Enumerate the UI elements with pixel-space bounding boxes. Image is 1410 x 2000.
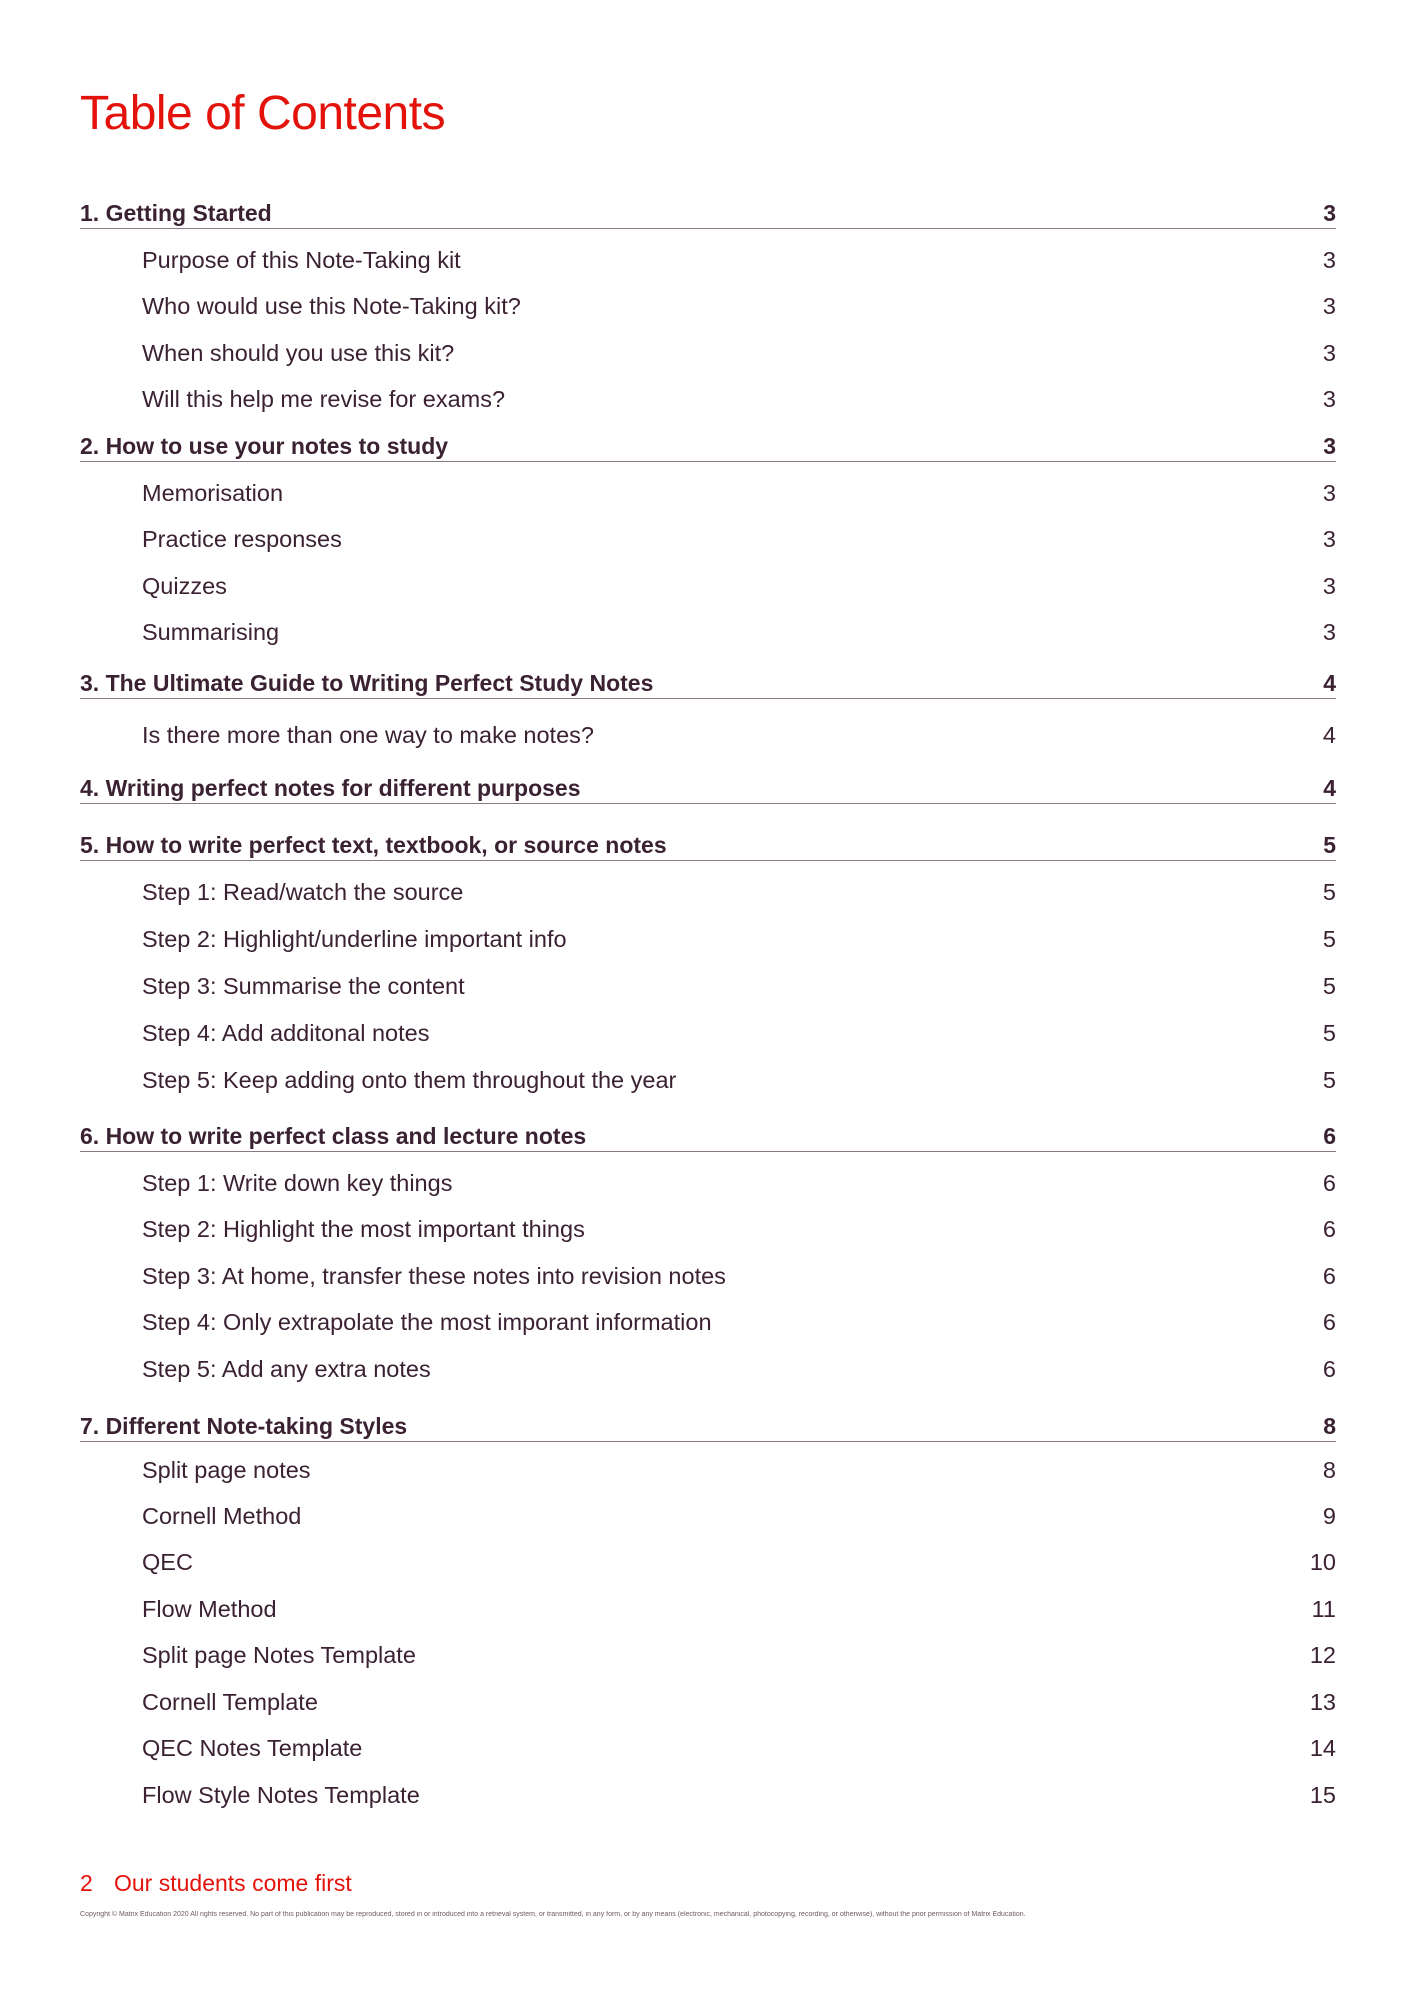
toc-entry-page-number: 5: [1322, 973, 1336, 999]
toc-subsection-entry[interactable]: [80, 1503, 1336, 1537]
toc-entry-page-number: 3: [1322, 340, 1336, 366]
toc-subsection-entry[interactable]: [80, 480, 1336, 514]
toc-entry-page-number: 6: [1322, 1216, 1336, 1242]
toc-entry-page-number: 3: [1322, 247, 1336, 273]
section-underline: [80, 1441, 1336, 1442]
toc-entry-page-number: 5: [1322, 1020, 1336, 1046]
toc-entry-title: Cornell Method: [142, 1503, 302, 1529]
page-title: Table of Contents: [80, 87, 446, 140]
toc-entry-page-number: 3: [1322, 293, 1336, 319]
toc-entry-title: Will this help me revise for exams?: [142, 386, 506, 412]
toc-subsection-entry[interactable]: [80, 1642, 1336, 1676]
toc-subsection-entry[interactable]: [80, 1309, 1336, 1343]
toc-section-entry[interactable]: [80, 1413, 1336, 1447]
toc-entry-title: Cornell Template: [142, 1689, 318, 1715]
toc-entry-title: Split page notes: [142, 1457, 311, 1483]
toc-subsection-entry[interactable]: [80, 1170, 1336, 1204]
toc-subsection-entry[interactable]: [80, 926, 1336, 960]
toc-section-entry[interactable]: [80, 1123, 1336, 1157]
section-underline: [80, 228, 1336, 229]
toc-entry-title: 3. The Ultimate Guide to Writing Perfect Study Notes: [80, 670, 654, 696]
toc-entry-title: Quizzes: [142, 573, 227, 599]
toc-entry-title: Summarising: [142, 619, 280, 645]
toc-entry-title: Flow Style Notes Template: [142, 1782, 420, 1808]
toc-subsection-entry[interactable]: [80, 879, 1336, 913]
toc-subsection-entry[interactable]: [80, 573, 1336, 607]
section-underline: [80, 860, 1336, 861]
toc-entry-page-number: 13: [1309, 1689, 1336, 1715]
toc-entry-page-number: 5: [1322, 926, 1336, 952]
toc-section-entry[interactable]: [80, 433, 1336, 467]
toc-entry-page-number: 6: [1323, 1123, 1336, 1149]
footer-tagline: Our students come first: [114, 1870, 352, 1896]
toc-subsection-entry[interactable]: [80, 526, 1336, 560]
toc-entry-title: Step 3: Summarise the content: [142, 973, 465, 999]
toc-entry-title: QEC: [142, 1549, 193, 1575]
toc-section-entry[interactable]: [80, 200, 1336, 234]
toc-entry-page-number: 8: [1322, 1457, 1336, 1483]
toc-subsection-entry[interactable]: [80, 1549, 1336, 1583]
toc-entry-page-number: 6: [1322, 1309, 1336, 1335]
toc-entry-title: Step 4: Add additonal notes: [142, 1020, 430, 1046]
toc-entry-page-number: 11: [1311, 1596, 1336, 1622]
toc-section-entry[interactable]: [80, 832, 1336, 866]
toc-entry-page-number: 5: [1322, 1067, 1336, 1093]
toc-subsection-entry[interactable]: [80, 973, 1336, 1007]
toc-entry-page-number: 5: [1322, 879, 1336, 905]
toc-entry-title: Step 3: At home, transfer these notes into revision notes: [142, 1263, 726, 1289]
section-underline: [80, 461, 1336, 462]
toc-entry-title: Step 2: Highlight/underline important info: [142, 926, 567, 952]
toc-entry-page-number: 3: [1322, 619, 1336, 645]
toc-subsection-entry[interactable]: [80, 1263, 1336, 1297]
toc-entry-title: 4. Writing perfect notes for different purposes: [80, 775, 581, 801]
toc-entry-title: Memorisation: [142, 480, 284, 506]
toc-entry-page-number: 4: [1323, 670, 1336, 696]
toc-section-entry[interactable]: [80, 670, 1336, 704]
toc-entry-title: 1. Getting Started: [80, 200, 272, 226]
toc-subsection-entry[interactable]: [80, 386, 1336, 420]
toc-entry-page-number: 4: [1323, 775, 1336, 801]
toc-entry-page-number: 5: [1323, 832, 1336, 858]
toc-subsection-entry[interactable]: [80, 340, 1336, 374]
toc-entry-title: 7. Different Note-taking Styles: [80, 1413, 408, 1439]
toc-entry-page-number: 4: [1322, 722, 1336, 748]
toc-entry-title: Step 2: Highlight the most important things: [142, 1216, 585, 1242]
toc-subsection-entry[interactable]: [80, 1735, 1336, 1769]
toc-entry-page-number: 3: [1322, 480, 1336, 506]
toc-entry-title: Step 5: Keep adding onto them throughout the year: [142, 1067, 677, 1093]
toc-entry-title: Purpose of this Note-Taking kit: [142, 247, 461, 273]
toc-entry-page-number: 3: [1322, 386, 1336, 412]
toc-entry-title: 6. How to write perfect class and lecture notes: [80, 1123, 587, 1149]
toc-entry-title: Is there more than one way to make notes?: [142, 722, 594, 748]
toc-entry-title: Step 5: Add any extra notes: [142, 1356, 431, 1382]
toc-subsection-entry[interactable]: [80, 1457, 1336, 1491]
toc-subsection-entry[interactable]: [80, 619, 1336, 653]
toc-entry-title: Practice responses: [142, 526, 342, 552]
toc-entry-title: When should you use this kit?: [142, 340, 455, 366]
toc-section-entry[interactable]: [80, 775, 1336, 809]
section-underline: [80, 1151, 1336, 1152]
section-underline: [80, 803, 1336, 804]
toc-entry-title: 2. How to use your notes to study: [80, 433, 449, 459]
toc-entry-page-number: 3: [1322, 573, 1336, 599]
toc-entry-page-number: 6: [1322, 1356, 1336, 1382]
toc-entry-title: QEC Notes Template: [142, 1735, 363, 1761]
toc-entry-page-number: 12: [1309, 1642, 1336, 1668]
toc-entry-page-number: 6: [1322, 1263, 1336, 1289]
toc-entry-page-number: 3: [1322, 526, 1336, 552]
toc-subsection-entry[interactable]: [80, 1020, 1336, 1054]
footer-page-number: 2: [80, 1870, 93, 1896]
section-underline: [80, 698, 1336, 699]
toc-entry-title: Split page Notes Template: [142, 1642, 416, 1668]
toc-subsection-entry[interactable]: [80, 1356, 1336, 1390]
toc-subsection-entry[interactable]: [80, 1216, 1336, 1250]
toc-entry-page-number: 8: [1323, 1413, 1336, 1439]
toc-entry-title: Step 4: Only extrapolate the most imporant information: [142, 1309, 712, 1335]
toc-entry-page-number: 14: [1309, 1735, 1336, 1761]
toc-entry-page-number: 15: [1309, 1782, 1336, 1808]
toc-entry-page-number: 3: [1323, 433, 1336, 459]
toc-entry-title: Step 1: Write down key things: [142, 1170, 453, 1196]
toc-entry-page-number: 6: [1322, 1170, 1336, 1196]
toc-entry-title: Step 1: Read/watch the source: [142, 879, 464, 905]
toc-subsection-entry[interactable]: [80, 1689, 1336, 1723]
toc-subsection-entry[interactable]: [80, 247, 1336, 281]
toc-subsection-entry[interactable]: [80, 293, 1336, 327]
toc-entry-page-number: 3: [1323, 200, 1336, 226]
toc-entry-title: 5. How to write perfect text, textbook, or source notes: [80, 832, 667, 858]
toc-subsection-entry[interactable]: [80, 722, 1336, 756]
toc-entry-title: Who would use this Note-Taking kit?: [142, 293, 521, 319]
toc-subsection-entry[interactable]: [80, 1596, 1336, 1630]
toc-subsection-entry[interactable]: [80, 1067, 1336, 1101]
toc-subsection-entry[interactable]: [80, 1782, 1336, 1816]
copyright-notice: Copyright © Matrix Education 2020 All rights reserved. No part of this publication may be reproduced, stored in or introduced into a retrieval system, or transmitted, in any form, or by any means (electronic, mechanical, photocopying, recording, or otherwise), without the prior permission of Matrix Education.: [80, 1911, 1026, 1918]
toc-entry-page-number: 10: [1309, 1549, 1336, 1575]
toc-entry-page-number: 9: [1322, 1503, 1336, 1529]
toc-entry-title: Flow Method: [142, 1596, 277, 1622]
